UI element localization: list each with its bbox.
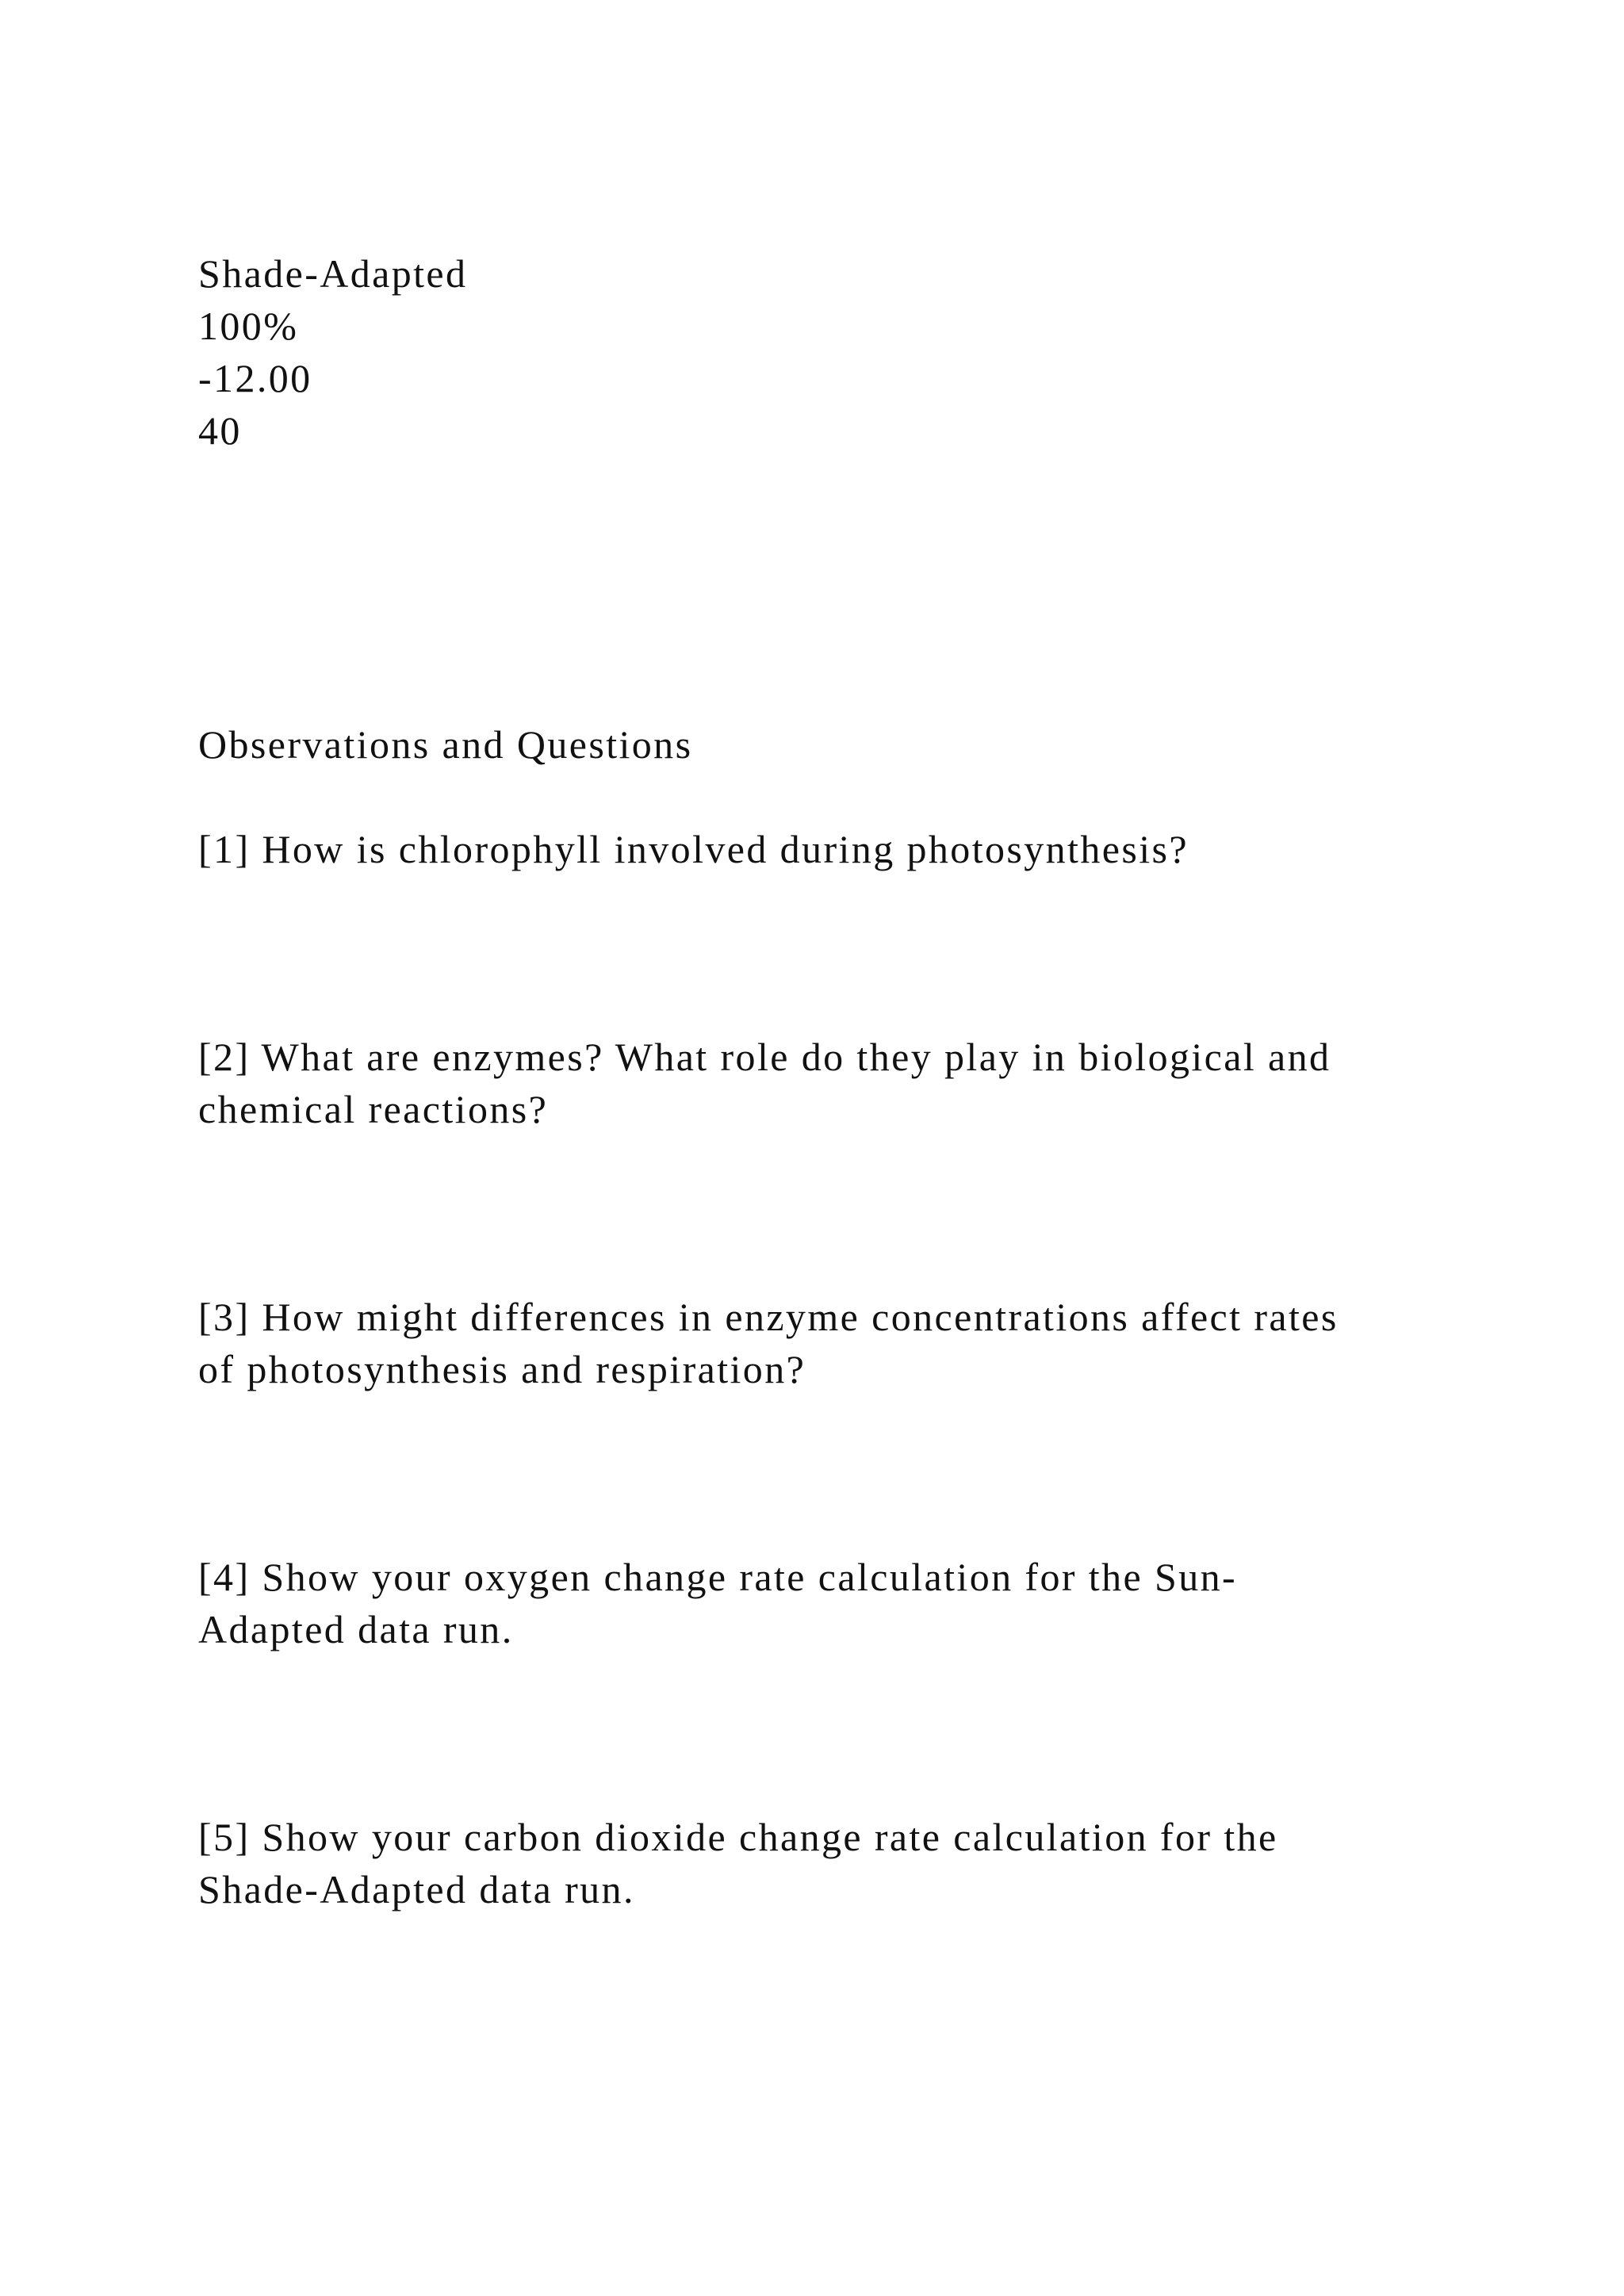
question-5 [198, 1811, 1499, 1915]
row-label: Shade-Adapted [198, 251, 468, 296]
question-5-line-2: Shade-Adapted data run. [198, 1867, 635, 1911]
question-2-line-2: chemical reactions? [198, 1087, 549, 1131]
question-3-line-2: of photosynthesis and respiration? [198, 1347, 806, 1391]
question-4-line-1: [4] Show your oxygen change rate calculation for the Sun- [198, 1555, 1238, 1599]
light-intensity-value: 100% [198, 304, 299, 348]
question-4-line-2: Adapted data run. [198, 1607, 514, 1651]
question-3-line-1: [3] How might differences in enzyme concentrations affect rates [198, 1295, 1339, 1339]
question-2-line-1: [2] What are enzymes? What role do they play in biological and [198, 1035, 1331, 1079]
rate-value: -12.00 [198, 356, 312, 400]
question-4 [198, 1551, 1499, 1655]
question-1 [198, 823, 1499, 875]
question-5-line-1: [5] Show your carbon dioxide change rate calculation for the [198, 1815, 1278, 1859]
measurement-value: 40 [198, 408, 242, 453]
section-heading: Observations and Questions [198, 722, 693, 767]
data-table-fragment [198, 247, 467, 457]
question-2 [198, 1031, 1499, 1135]
question-3 [198, 1291, 1499, 1395]
question-1-line-1: [1] How is chlorophyll involved during photosynthesis? [198, 827, 1189, 871]
